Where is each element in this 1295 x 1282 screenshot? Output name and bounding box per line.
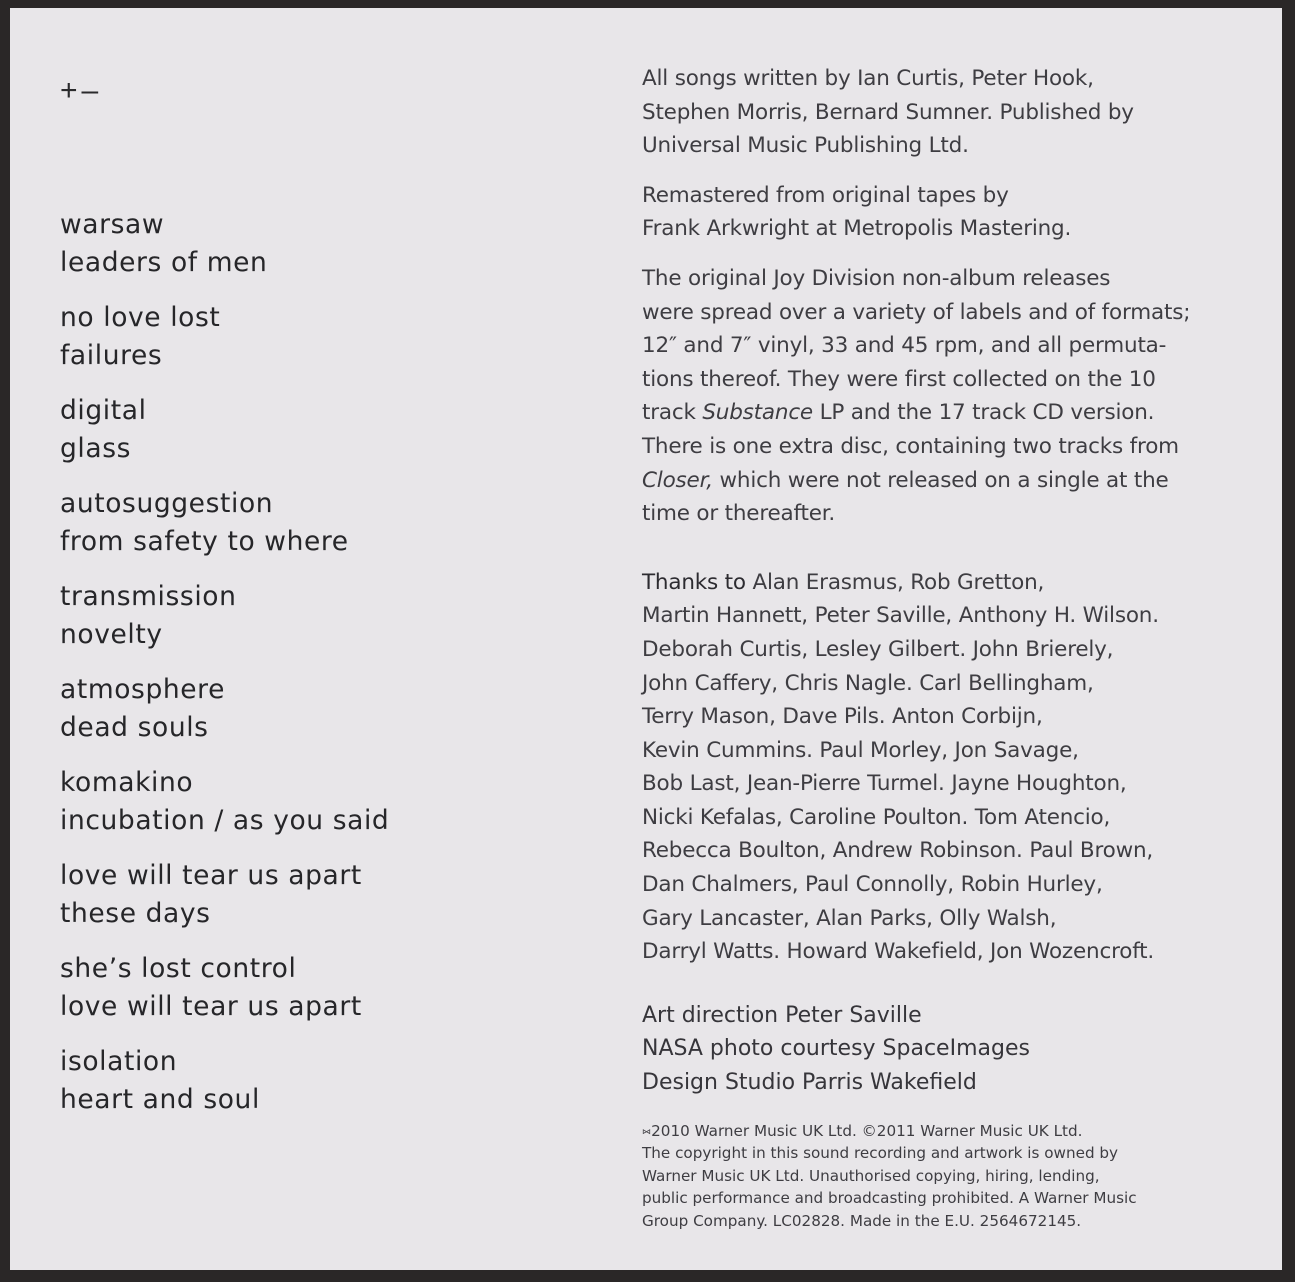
text-line: NASA photo courtesy SpaceImages [642, 1036, 1030, 1062]
album-title-closer: Closer, [642, 467, 713, 493]
text-line: There is one extra disc, containing two tracks from [642, 433, 1179, 459]
track-title: autosuggestion [60, 488, 274, 519]
text-line: Deborah Curtis, Lesley Gilbert. John Brierely, [642, 636, 1114, 662]
text-line: Rebecca Boulton, Andrew Robinson. Paul Brown, [642, 838, 1154, 864]
track-title: warsaw [60, 209, 165, 240]
text-line: Design Studio Parris Wakefield [642, 1070, 977, 1096]
history-note [642, 262, 1262, 531]
album-logo: +– [60, 74, 103, 107]
track-title: novelty [60, 618, 163, 650]
text-line [642, 396, 1262, 430]
track-pair [60, 950, 620, 1025]
text-line: Kevin Cummins. Paul Morley, Jon Savage, [642, 737, 1079, 763]
text-line: Universal Music Publishing Ltd. [642, 133, 969, 159]
text-line: Gary Lancaster, Alan Parks, Olly Walsh, [642, 905, 1057, 931]
track-title: love will tear us apart [60, 860, 362, 891]
track-pair [60, 764, 620, 839]
text-line: John Caffery, Chris Nagle. Carl Bellingham, [642, 670, 1094, 696]
track-pair [60, 206, 620, 281]
tracklist [60, 206, 620, 1136]
text-line: Dan Chalmers, Paul Connolly, Robin Hurley, [642, 872, 1103, 898]
remaster-credit [642, 179, 1262, 246]
track-title: love will tear us apart [60, 990, 362, 1022]
songwriting-credit [642, 62, 1262, 163]
text-line: public performance and broadcasting prohibited. A Warner Music [642, 1189, 1137, 1208]
text-line [642, 464, 1262, 498]
track-title: transmission [60, 581, 237, 612]
text-line: ⑅2010 Warner Music UK Ltd. ©2011 Warner Music UK Ltd. [642, 1121, 1083, 1140]
track-pair [60, 1043, 620, 1118]
text-line: were spread over a variety of labels and of formats; [642, 299, 1191, 325]
text-line: tions thereof. They were first collected on the 10 [642, 366, 1156, 392]
track-pair [60, 578, 620, 653]
track-title: komakino [60, 767, 194, 798]
text-line: The original Joy Division non-album releases [642, 265, 1111, 291]
text-line: Darryl Watts. Howard Wakefield, Jon Wozencroft. [642, 939, 1155, 965]
text-line: Remastered from original tapes by [642, 182, 1009, 208]
album-title-substance: Substance [702, 400, 813, 426]
text-line: The copyright in this sound recording and artwork is owned by [642, 1144, 1119, 1163]
text-line [642, 566, 1262, 600]
track-title: leaders of men [60, 246, 268, 278]
track-title: glass [60, 432, 132, 464]
track-pair [60, 485, 620, 560]
track-title: these days [60, 897, 211, 929]
track-title: failures [60, 339, 163, 371]
track-title: dead souls [60, 711, 209, 743]
track-title: isolation [60, 1046, 178, 1077]
text-line: 12″ and 7″ vinyl, 33 and 45 rpm, and all permuta- [642, 333, 1167, 359]
text-line: All songs written by Ian Curtis, Peter Hook, [642, 66, 1094, 91]
text-line: Group Company. LC02828. Made in the E.U. 2564672145. [642, 1212, 1082, 1230]
track-pair [60, 392, 620, 467]
copyright-notice [642, 1120, 1262, 1233]
text-line: time or thereafter. [642, 501, 836, 527]
text-fragment: Alan Erasmus, Rob Gretton, [745, 569, 1045, 595]
text-line: Terry Mason, Dave Pils. Anton Corbijn, [642, 704, 1043, 730]
track-title: incubation / as you said [60, 804, 390, 836]
text-line: Nicki Kefalas, Caroline Poulton. Tom Atencio, [642, 804, 1111, 830]
text-line: Art direction Peter Saville [642, 1002, 922, 1028]
liner-notes [642, 62, 1262, 1233]
text-line: Bob Last, Jean-Pierre Turmel. Jayne Houghton, [642, 771, 1127, 797]
track-title: she’s lost control [60, 953, 297, 984]
track-pair [60, 299, 620, 374]
track-pair [60, 857, 620, 932]
track-title: atmosphere [60, 674, 225, 705]
track-title: no love lost [60, 302, 221, 333]
text-fragment: which were not released on a single at the [712, 467, 1169, 493]
text-line: Warner Music UK Ltd. Unauthorised copying, hiring, lending, [642, 1166, 1100, 1185]
design-credits [642, 999, 1262, 1100]
text-line: Stephen Morris, Bernard Sumner. Published by [642, 99, 1134, 125]
thanks-section [642, 566, 1262, 969]
track-pair [60, 671, 620, 746]
text-fragment: LP and the 17 track CD version. [812, 400, 1155, 426]
booklet-page [10, 8, 1282, 1270]
text-fragment: track [642, 400, 703, 426]
track-title: from safety to where [60, 525, 349, 557]
track-title: digital [60, 395, 147, 426]
text-line: Frank Arkwright at Metropolis Mastering. [642, 216, 1072, 242]
track-title: heart and soul [60, 1083, 260, 1115]
thanks-label: Thanks to [642, 569, 746, 595]
text-line: Martin Hannett, Peter Saville, Anthony H. Wilson. [642, 603, 1159, 629]
